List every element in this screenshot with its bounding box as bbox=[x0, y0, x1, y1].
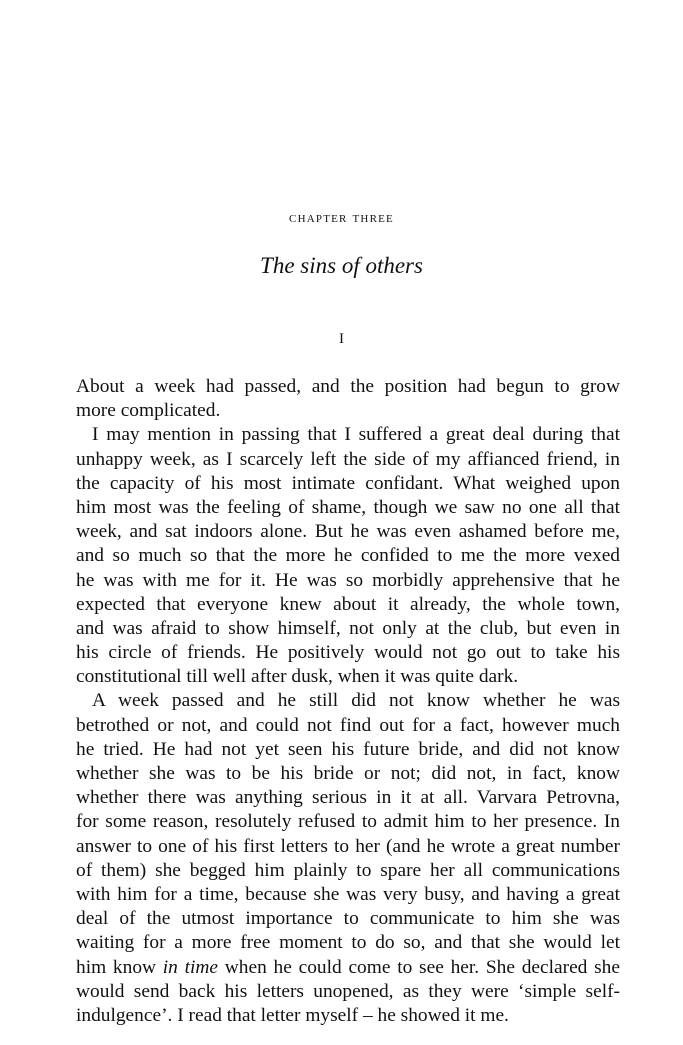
text-line-with-italic bbox=[76, 956, 620, 980]
body-text bbox=[76, 375, 620, 1028]
text-fragment: when he could come to see her. She declared she bbox=[218, 956, 620, 978]
text-line: he tried. He had not yet seen his future bride, and did not know bbox=[76, 738, 620, 760]
text-line: and so much so that the more he confided to me the more vexed bbox=[76, 545, 620, 567]
text-line: waiting for a more free moment to do so, and that she would let bbox=[76, 932, 620, 954]
section-number: I bbox=[339, 331, 344, 347]
text-line: he was with me for it. He was so morbidly apprehensive that he bbox=[76, 569, 620, 591]
text-line: him most was the feeling of shame, though we saw no one all that bbox=[76, 496, 620, 518]
text-line: A week passed and he still did not know whether he was bbox=[92, 690, 620, 712]
text-line: the capacity of his most intimate confidant. What weighed upon bbox=[76, 472, 620, 494]
text-line: more complicated. bbox=[76, 400, 221, 422]
text-line: unhappy week, as I scarcely left the side of my affianced friend, in bbox=[76, 448, 620, 470]
text-fragment: him know bbox=[76, 956, 163, 978]
text-line: constitutional till well after dusk, when it was quite dark. bbox=[76, 666, 519, 688]
text-line: deal of the utmost importance to communicate to him she was bbox=[76, 908, 620, 930]
text-line: week, and sat indoors alone. But he was even ashamed before me, bbox=[76, 521, 620, 543]
text-line: for some reason, resolutely refused to admit him to her presence. In bbox=[76, 811, 620, 833]
text-line: betrothed or not, and could not find out for a fact, however much bbox=[76, 714, 620, 736]
text-line: I may mention in passing that I suffered a great deal during that bbox=[92, 424, 620, 446]
chapter-label: chapter three bbox=[289, 210, 394, 226]
text-line: would send back his letters unopened, as they were ‘simple self- bbox=[76, 980, 620, 1002]
text-line: indulgence’. I read that letter myself – he showed it me. bbox=[76, 1004, 509, 1026]
text-line: whether she was to be his bride or not; did not, in fact, know bbox=[76, 763, 620, 784]
text-line: About a week had passed, and the position had begun to grow bbox=[76, 376, 620, 397]
chapter-title: The sins of others bbox=[260, 253, 423, 278]
text-line: his circle of friends. He positively would not go out to take his bbox=[76, 642, 620, 664]
text-line: whether there was anything serious in it at all. Varvara Petrovna, bbox=[76, 787, 620, 809]
text-line: with him for a time, because she was very busy, and having a great bbox=[76, 883, 620, 905]
italic-emphasis: in time bbox=[162, 956, 219, 978]
text-line: answer to one of his first letters to her (and he wrote a great number bbox=[76, 835, 620, 857]
text-line: and was afraid to show himself, not only at the club, but even in bbox=[76, 617, 620, 639]
text-line: of them) she begged him plainly to spare her all communications bbox=[76, 859, 620, 881]
text-line: expected that everyone knew about it already, the whole town, bbox=[76, 593, 620, 615]
